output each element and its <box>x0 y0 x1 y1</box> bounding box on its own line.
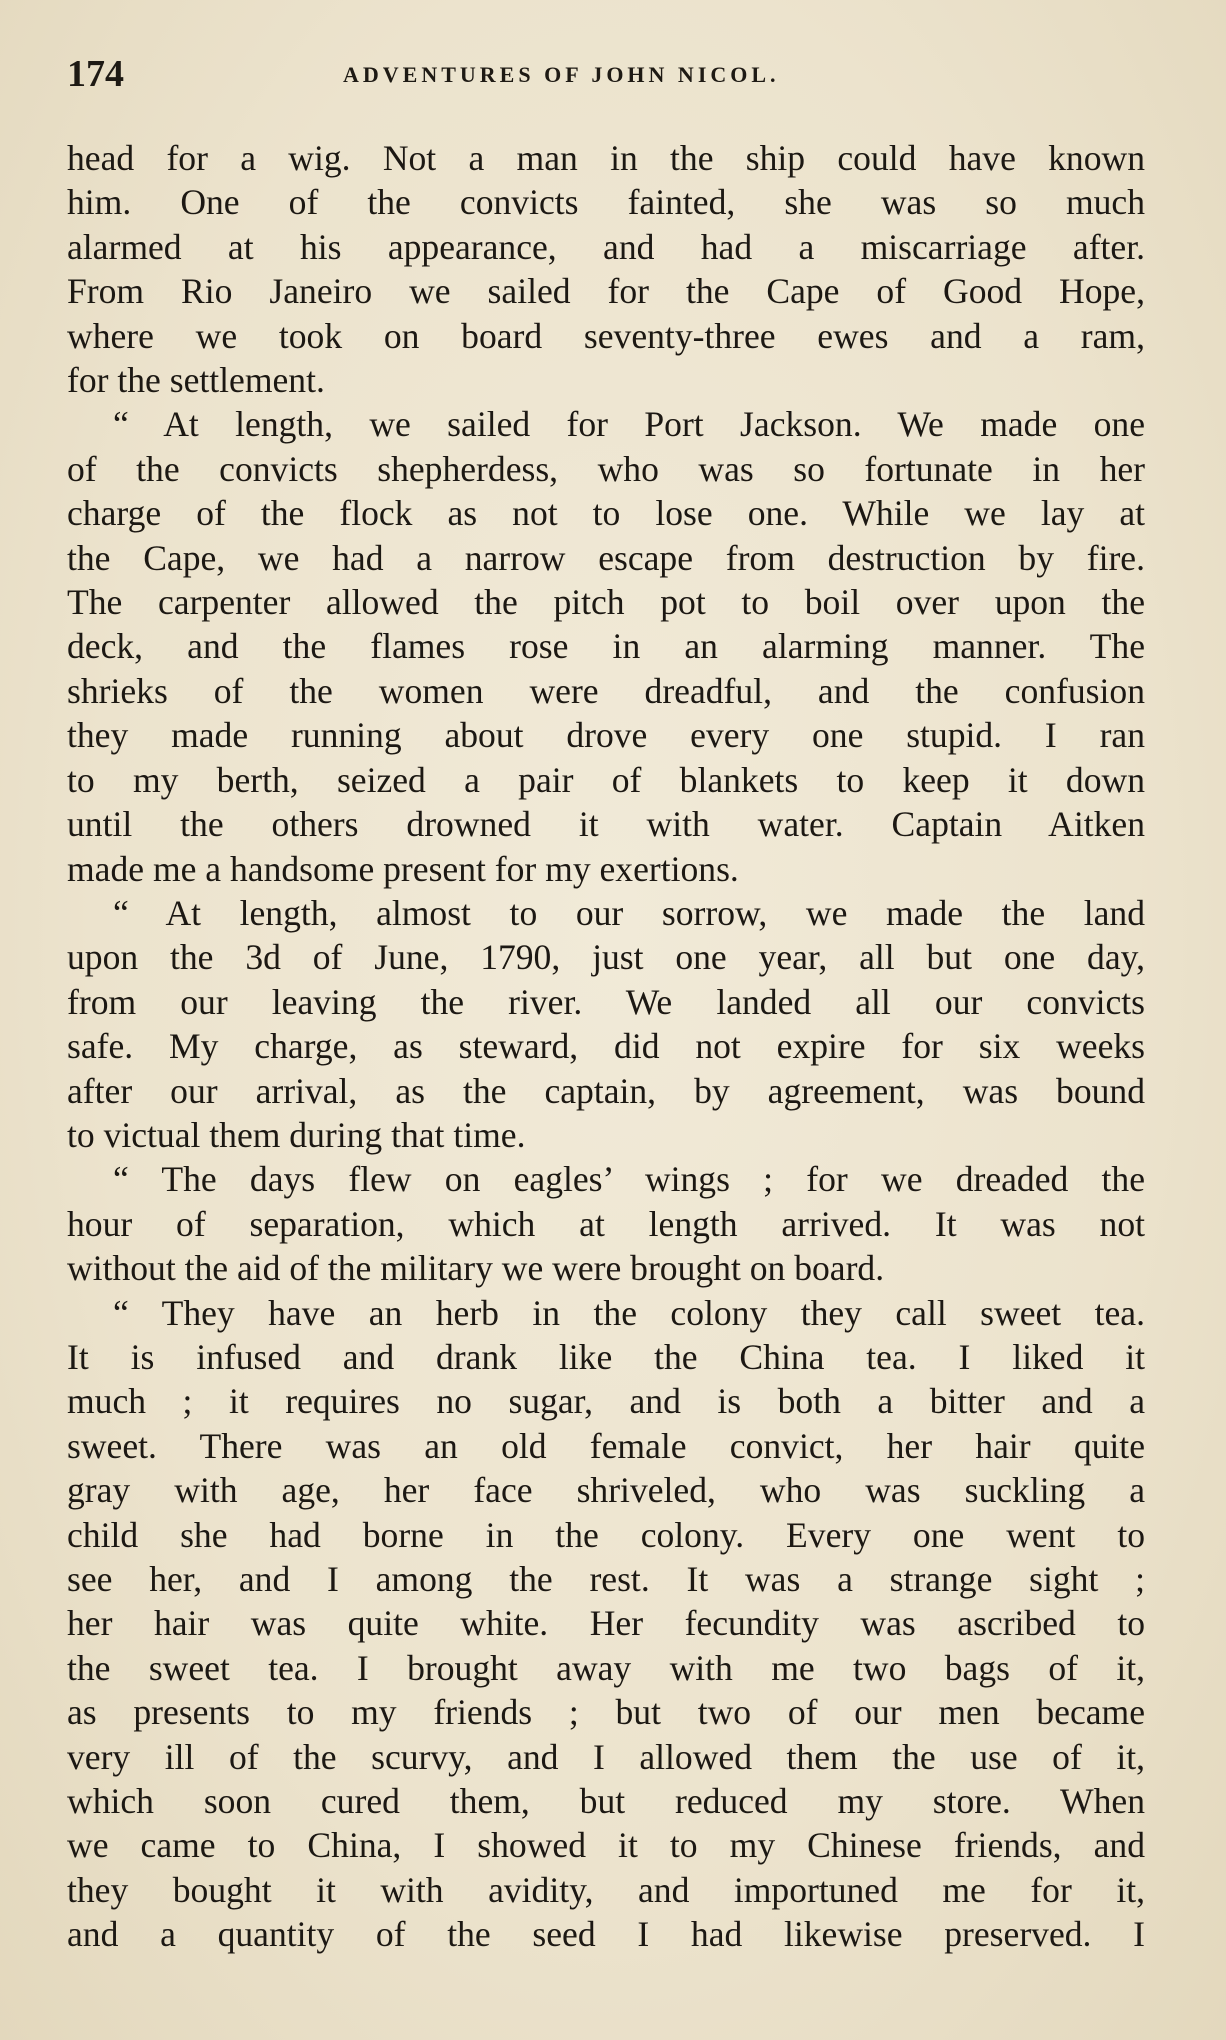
text-line: alarmed at his appearance, and had a miscarriage after. <box>67 226 1145 267</box>
text-line: The carpenter allowed the pitch pot to boil over upon the <box>67 582 1145 623</box>
text-line: which soon cured them, but reduced my store. When <box>67 1781 1145 1822</box>
text-line: hour of separation, which at length arrived. It was not <box>67 1203 1145 1244</box>
text-line: and a quantity of the seed I had likewise preserved. I <box>67 1914 1145 1955</box>
text-line: as presents to my friends ; but two of our men became <box>67 1692 1145 1733</box>
running-head <box>67 52 1140 102</box>
text-line: we came to China, I showed it to my Chinese friends, and <box>67 1825 1145 1866</box>
text-line: “ At length, almost to our sorrow, we made the land <box>113 892 1145 933</box>
running-title: ADVENTURES OF JOHN NICOL. <box>343 62 780 87</box>
text-line: made me a handsome present for my exertions. <box>67 848 739 889</box>
text-line: where we took on board seventy-three ewes and a ram, <box>67 315 1145 356</box>
text-line: “ They have an herb in the colony they call sweet tea. <box>113 1292 1145 1333</box>
text-line: upon the 3d of June, 1790, just one year, all but one day, <box>67 937 1145 978</box>
text-line: “ The days flew on eagles’ wings ; for we dreaded the <box>113 1159 1145 1200</box>
text-line: to victual them during that time. <box>67 1114 526 1155</box>
text-line: sweet. There was an old female convict, her hair quite <box>67 1425 1145 1466</box>
text-line: they bought it with avidity, and importuned me for it, <box>67 1869 1145 1910</box>
text-line: “ At length, we sailed for Port Jackson. We made one <box>113 404 1145 445</box>
text-line: From Rio Janeiro we sailed for the Cape of Good Hope, <box>67 271 1145 312</box>
text-line: from our leaving the river. We landed all our convicts <box>67 981 1145 1022</box>
text-line: It is infused and drank like the China tea. I liked it <box>67 1336 1145 1377</box>
text-line: her hair was quite white. Her fecundity was ascribed to <box>67 1603 1145 1644</box>
page-number: 174 <box>67 53 124 95</box>
text-line: for the settlement. <box>67 360 325 401</box>
text-line: until the others drowned it with water. Captain Aitken <box>67 804 1145 845</box>
text-line: they made running about drove every one stupid. I ran <box>67 715 1145 756</box>
body-text <box>67 136 1145 1957</box>
text-line: much ; it requires no sugar, and is both a bitter and a <box>67 1381 1145 1422</box>
text-line: head for a wig. Not a man in the ship could have known <box>67 138 1145 178</box>
text-line: see her, and I among the rest. It was a strange sight ; <box>67 1559 1145 1599</box>
text-line: him. One of the convicts fainted, she was so much <box>67 182 1145 223</box>
text-line: after our arrival, as the captain, by agreement, was bound <box>67 1070 1145 1111</box>
text-line: very ill of the scurvy, and I allowed them the use of it, <box>67 1736 1145 1777</box>
text-line: of the convicts shepherdess, who was so fortunate in her <box>67 448 1145 489</box>
text-line: to my berth, seized a pair of blankets to keep it down <box>67 759 1145 800</box>
text-line: charge of the flock as not to lose one. While we lay at <box>67 493 1145 534</box>
text-line: gray with age, her face shriveled, who was suckling a <box>67 1470 1145 1511</box>
text-line: child she had borne in the colony. Every one went to <box>67 1514 1145 1555</box>
text-line: deck, and the flames rose in an alarming manner. The <box>67 626 1145 667</box>
text-line: the sweet tea. I brought away with me two bags of it, <box>67 1647 1145 1688</box>
text-line: safe. My charge, as steward, did not expire for six weeks <box>67 1026 1145 1067</box>
text-line: without the aid of the military we were brought on board. <box>67 1248 885 1289</box>
text-line: the Cape, we had a narrow escape from destruction by fire. <box>67 537 1145 578</box>
text-line: shrieks of the women were dreadful, and the confusion <box>67 670 1145 711</box>
